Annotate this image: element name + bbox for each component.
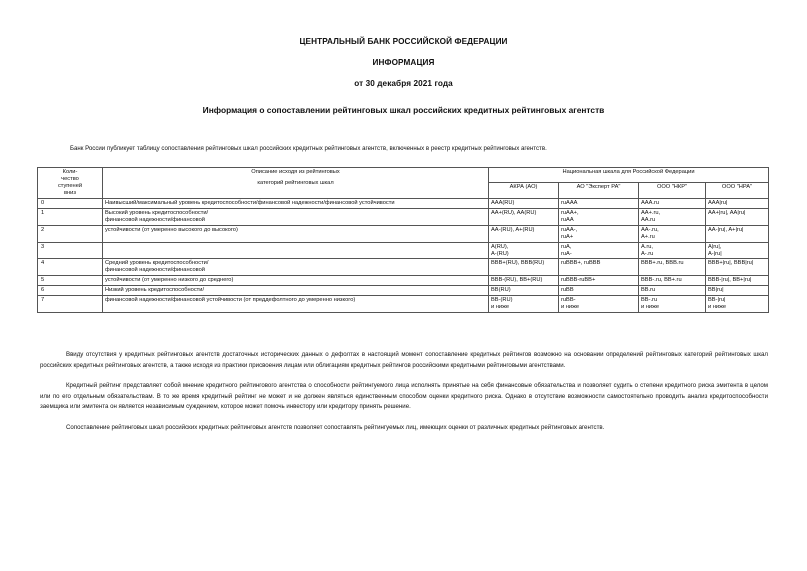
description-cell-line: Высокий уровень кредитоспособности/ <box>105 209 209 216</box>
expert-rating-cell <box>559 208 639 225</box>
description-cell-line: Наивысший/максимальный уровень кредитоспособности/финансовой надежности/финансовой устойчивости <box>105 199 395 206</box>
header-steps: Коли- чество ступеней вниз <box>38 168 103 199</box>
nra-rating-cell <box>706 296 769 313</box>
table-row <box>38 208 769 225</box>
expert-rating-cell <box>559 225 639 242</box>
nkr-rating-cell-line: BBB-.ru, BB+.ru <box>641 277 682 284</box>
akra-rating-cell-line: BBB-(RU), BB+(RU) <box>491 277 543 284</box>
header-agency-expert: АО "Эксперт РА" <box>559 183 639 198</box>
document-title: Информация о сопоставлении рейтинговых шкал российских кредитных рейтинговых агентств <box>202 105 605 115</box>
akra-rating-cell-line: BB-(RU) <box>491 297 513 304</box>
nkr-rating-cell-line: BB-.ru <box>641 297 658 304</box>
expert-rating-cell-line: ruBB- <box>561 297 576 304</box>
expert-rating-cell-line: ruAA+, <box>561 209 579 216</box>
table-row <box>38 198 769 208</box>
step-cell: 3 <box>38 242 103 259</box>
nra-rating-cell-line: AAA|ru| <box>708 199 728 206</box>
nra-rating-cell <box>706 276 769 286</box>
akra-rating-cell <box>489 225 559 242</box>
description-cell <box>103 242 489 259</box>
akra-rating-cell-line: A(RU), <box>491 243 509 250</box>
nkr-rating-cell-line: BB.ru <box>641 287 656 294</box>
description-cell-line: финансовой надежности/финансовой <box>105 267 205 274</box>
nra-rating-cell-line: BB-|ru| <box>708 297 726 304</box>
nkr-rating-cell-line: и ниже <box>641 304 660 311</box>
akra-rating-cell-line: BBB+(RU), BBB(RU) <box>491 260 545 267</box>
expert-rating-cell-line: и ниже <box>561 304 580 311</box>
paragraph-2: Кредитный рейтинг представляет собой мнение кредитного рейтингового агентства о способности рейтингуемого лица исполнять принятые на себя финансовые обязательства и позволяет судить о степени кредитного риска эмитента в целом или по его отдельным обязательствам. В то же время кредитный рейтинг не может и не должен являться единственным способом оценки кредитного риска. Однако в отсутствие возможности самостоятельно проводить анализ кредитоспособности заемщика или эмитента он является независимым суждением, которое может помочь инвестору или кредитору принять решение. <box>40 382 768 410</box>
nra-rating-cell-line: BB|ru| <box>708 287 724 294</box>
expert-rating-cell-line: ruAA-, <box>561 226 578 233</box>
table-row <box>38 225 769 242</box>
expert-rating-cell <box>559 296 639 313</box>
expert-rating-cell <box>559 259 639 276</box>
step-cell: 5 <box>38 276 103 286</box>
nra-rating-cell-line: AA+|ru|, AA|ru| <box>708 209 746 216</box>
akra-rating-cell-line: AA-(RU), A+(RU) <box>491 226 535 233</box>
expert-rating-cell-line: ruBBB-ruBB+ <box>561 277 596 284</box>
expert-rating-cell-line: ruAA <box>561 216 574 223</box>
description-cell-line: Низкий уровень кредитоспособности/ <box>105 287 205 294</box>
nkr-rating-cell <box>639 296 706 313</box>
paragraph-1: Ввиду отсутствия у кредитных рейтинговых агентств достаточных исторических данных о дефолтах в настоящий момент сопоставление кредитных рейтингов возможно на основании определений рейтинговых категорий рейтинговых шкал российских кредитных рейтинговых агентств, а также исходя из практики присвоения лицам или облигациям кредитных рейтингов российскими кредитными рейтинговыми агентствами. <box>40 351 768 369</box>
nkr-rating-cell-line: AA.ru <box>641 216 656 223</box>
description-cell-line: финансовой надежности/финансовой устойчивости (от преддефолтного до умеренно низкого) <box>105 297 356 304</box>
nkr-rating-cell <box>639 286 706 296</box>
paragraph-3: Сопоставление рейтинговых шкал российских кредитных рейтинговых агентств позволяет сопоставлять рейтингуемых лиц, имеющих оценки от различных кредитных рейтинговых агентств. <box>66 424 605 431</box>
akra-rating-cell <box>489 259 559 276</box>
description-cell <box>103 198 489 208</box>
nra-rating-cell <box>706 259 769 276</box>
document-date: от 30 декабря 2021 года <box>354 79 453 88</box>
akra-rating-cell <box>489 296 559 313</box>
description-cell-line: Средний уровень кредитоспособности/ <box>105 260 209 267</box>
akra-rating-cell-line: и ниже <box>491 304 510 311</box>
nra-rating-cell <box>706 208 769 225</box>
description-cell <box>103 208 489 225</box>
expert-rating-cell-line: ruAAA <box>561 199 578 206</box>
nra-rating-cell <box>706 225 769 242</box>
step-cell: 2 <box>38 225 103 242</box>
akra-rating-cell <box>489 242 559 259</box>
nkr-rating-cell-line: BBB+.ru, BBB.ru <box>641 260 684 267</box>
header-agency-nra: ООО "НРА" <box>706 183 769 198</box>
document-type: ИНФОРМАЦИЯ <box>372 58 435 67</box>
nkr-rating-cell <box>639 276 706 286</box>
nkr-rating-cell <box>639 198 706 208</box>
akra-rating-cell-line: BB(RU) <box>491 287 511 294</box>
header-national-scale: Национальная шкала для Российской Федерации <box>489 168 769 183</box>
nkr-rating-cell <box>639 242 706 259</box>
expert-rating-cell <box>559 276 639 286</box>
nkr-rating-cell <box>639 225 706 242</box>
expert-rating-cell-line: ruA+ <box>561 233 574 240</box>
nra-rating-cell <box>706 198 769 208</box>
akra-rating-cell <box>489 208 559 225</box>
nra-rating-cell <box>706 286 769 296</box>
table-row <box>38 296 769 313</box>
nra-rating-cell-line: A|ru|, <box>708 243 722 250</box>
nra-rating-cell-line: BBB+|ru|, BBB|ru| <box>708 260 754 267</box>
nra-rating-cell <box>706 242 769 259</box>
table-row <box>38 286 769 296</box>
nkr-rating-cell-line: A.ru, <box>641 243 654 250</box>
description-cell <box>103 259 489 276</box>
nkr-rating-cell-line: AAA.ru <box>641 199 660 206</box>
description-cell <box>103 276 489 286</box>
akra-rating-cell-line: A-(RU) <box>491 250 509 257</box>
table-row <box>38 259 769 276</box>
description-cell <box>103 286 489 296</box>
expert-rating-cell <box>559 242 639 259</box>
akra-rating-cell-line: AA+(RU), AA(RU) <box>491 209 537 216</box>
table-header-row <box>38 168 769 183</box>
intro-paragraph: Банк России публикует таблицу сопоставления рейтинговых шкал российских кредитных рейтинговых агентств, включенных в реестр кредитных рейтинговых агентств. <box>70 145 547 152</box>
bank-name: ЦЕНТРАЛЬНЫЙ БАНК РОССИЙСКОЙ ФЕДЕРАЦИИ <box>299 37 508 46</box>
header-agency-nkr: ООО "НКР" <box>639 183 706 198</box>
nra-rating-cell-line: A-|ru| <box>708 250 722 257</box>
nra-rating-cell-line: BBB-|ru|, BB+|ru| <box>708 277 752 284</box>
table-row <box>38 242 769 259</box>
expert-rating-cell-line: ruBBB+, ruBBB <box>561 260 601 267</box>
description-cell-line: устойчивости (от умеренно низкого до среднего) <box>105 277 234 284</box>
step-cell: 6 <box>38 286 103 296</box>
rating-comparison-table <box>37 167 769 313</box>
expert-rating-cell <box>559 286 639 296</box>
nkr-rating-cell-line: A-.ru <box>641 250 654 257</box>
expert-rating-cell <box>559 198 639 208</box>
nkr-rating-cell <box>639 259 706 276</box>
description-cell <box>103 296 489 313</box>
akra-rating-cell-line: AAA(RU) <box>491 199 515 206</box>
header-description: Описание исходя из рейтинговых категорий рейтинговых шкал <box>103 168 489 199</box>
description-cell-line: устойчивости (от умеренно высокого до высокого) <box>105 226 238 233</box>
step-cell: 0 <box>38 198 103 208</box>
nra-rating-cell-line: AA-|ru|, A+|ru| <box>708 226 744 233</box>
nkr-rating-cell-line: AA-.ru, <box>641 226 659 233</box>
header-agency-akra: АКРА (АО) <box>489 183 559 198</box>
step-cell: 1 <box>38 208 103 225</box>
description-cell <box>103 225 489 242</box>
expert-rating-cell-line: ruA, <box>561 243 572 250</box>
expert-rating-cell-line: ruA- <box>561 250 572 257</box>
akra-rating-cell <box>489 286 559 296</box>
akra-rating-cell <box>489 276 559 286</box>
table-row <box>38 276 769 286</box>
nra-rating-cell-line: и ниже <box>708 304 727 311</box>
akra-rating-cell <box>489 198 559 208</box>
nkr-rating-cell <box>639 208 706 225</box>
description-cell-line: финансовой надежности/финансовой <box>105 216 205 223</box>
expert-rating-cell-line: ruBB <box>561 287 574 294</box>
nkr-rating-cell-line: A+.ru <box>641 233 655 240</box>
step-cell: 7 <box>38 296 103 313</box>
nkr-rating-cell-line: AA+.ru, <box>641 209 661 216</box>
step-cell: 4 <box>38 259 103 276</box>
